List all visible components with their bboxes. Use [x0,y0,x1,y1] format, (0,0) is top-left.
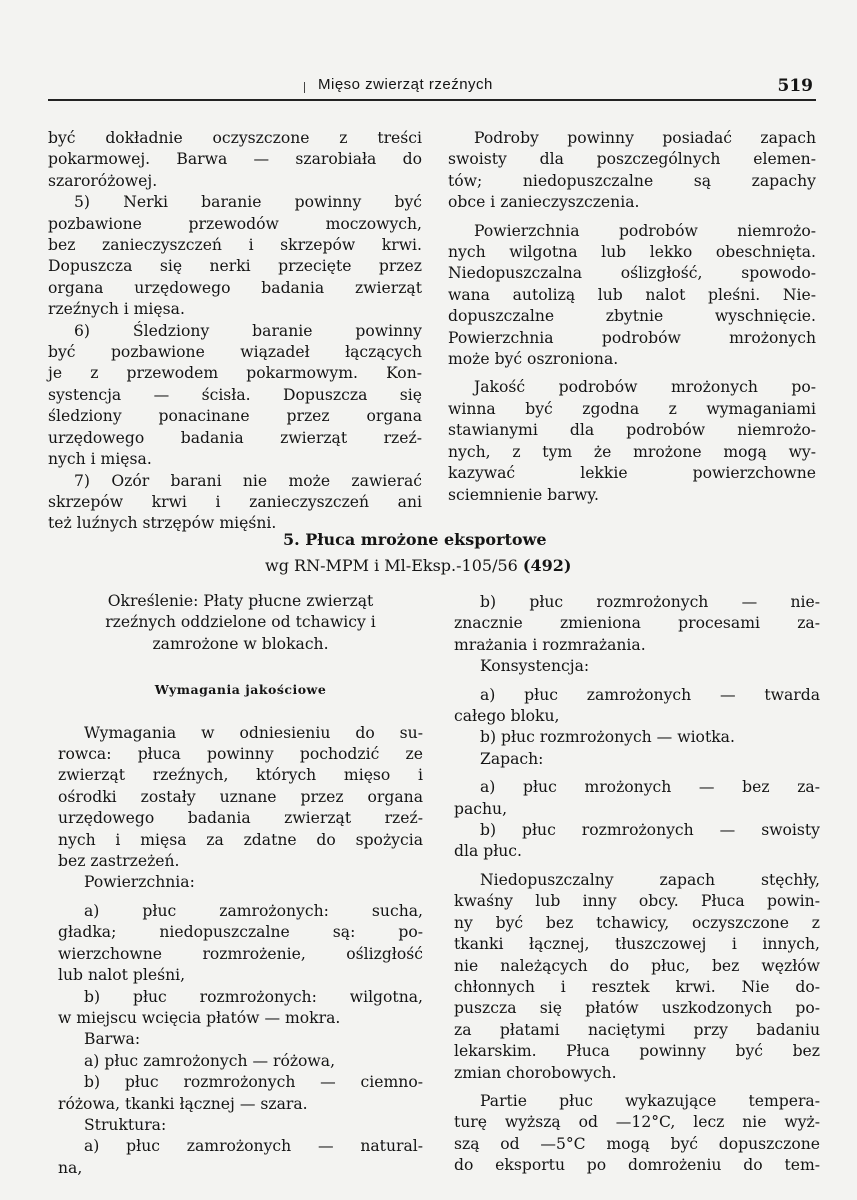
text-line: całego bloku, [454,707,560,726]
text-line: śledziony ponacinane przez organa [48,407,422,426]
text-line: a) płuc zamrożonych — natural- [84,1137,423,1156]
text-line: różowa, tkanki łącznej — szara. [58,1094,308,1113]
standard-reference: wg RN-MPM i Ml-Eksp.-105/56 [265,556,518,575]
text-line: organa urzędowego badania zwierząt [48,278,422,297]
text-line: a) płuc zamrożonych: sucha, [84,901,423,920]
bottom-right-column [454,592,820,1177]
text-line: je z przewodem pokarmowym. Kon- [48,364,422,383]
text-line: Podroby powinny posiadać zapach [474,129,816,147]
text-line: urzędowego badania zwierząt rzeź- [48,428,422,447]
text-line: dopuszczalne zbytnie wyschnięcie. [448,307,816,326]
text-line: ośrodki zostały uznane przez organa [58,787,423,806]
text-line: kwaśny lub inny obcy. Płuca powin- [454,892,820,911]
text-line: b) płuc rozmrożonych — ciemno- [84,1073,423,1092]
text-line: Partie płuc wykazujące tempera- [480,1091,820,1110]
page-number: 519 [777,76,813,96]
text-line: rowca: płuca powinny pochodzić ze [58,745,423,764]
section-subtitle [265,556,571,575]
definition-line: rzeźnych oddzielone od tchawicy i [105,613,376,632]
text-line: winna być zgodna z wymaganiami [448,399,816,418]
text-line: a) płuc zamrożonych — twarda [480,685,820,704]
text-line: nych i mięsa za zdatne do spożycia [58,830,423,849]
text-line: stawianymi dla podrobów niemrożo- [448,421,816,440]
text-line: obce i zanieczyszczenia. [448,193,640,212]
text-line: Powierzchnia podrobów niemrożo- [474,221,816,240]
text-line: tów; niedopuszczalne są zapachy [448,171,816,190]
definition-line: Określenie: Płaty płucne zwierząt [107,592,374,610]
text-line: Dopuszcza się nerki przecięte przez [48,257,422,276]
text-line: swoisty dla poszczególnych elemen- [448,150,816,169]
text-line: a) płuc mrożonych — bez za- [480,778,820,797]
text-line: skrzepów krwi i zanieczyszczeń ani [48,492,422,511]
text-line: gładka; niedopuszczalne są: po- [58,923,423,942]
text-line: szaroróżowej. [48,171,158,190]
text-line: mrażania i rozmrażania. [454,635,646,654]
bottom-left-column [58,591,423,1179]
text-line: wierzchowne rozmrożenie, oślizgłość [58,944,423,963]
text-line: Zapach: [480,749,544,768]
text-line: 5) Nerki baranie powinny być [74,193,422,212]
text-line: chłonnych i resztek krwi. Nie do- [454,977,820,996]
text-line: za płatami naciętymi przy badaniu [454,1020,820,1039]
text-line: dla płuc. [454,842,522,861]
text-line: Niedopuszczalny zapach stęchły, [480,870,820,889]
text-line: b) płuc rozmrożonych — swoisty [480,821,820,840]
text-line: pachu, [454,799,508,818]
text-line: być pozbawione wiązadeł łączących [48,343,422,362]
section-title: 5. Płuca mrożone eksportowe [283,530,547,549]
text-line: lekarskim. Płuca powinny być bez [454,1042,820,1061]
text-line: Struktura: [84,1115,167,1134]
text-line: do eksportu po domrożeniu do tem- [454,1156,820,1175]
header-rule [48,99,816,101]
text-line: Wymagania w odniesieniu do su- [84,723,423,742]
text-line: b) płuc rozmrożonych — wiotka. [480,728,735,747]
text-line: Powierzchnia: [84,873,195,892]
text-line: urzędowego badania zwierząt rzeź- [58,809,423,828]
top-left-column [48,128,422,535]
text-line: turę wyższą od —12°C, lecz nie wyż- [454,1113,820,1132]
text-line: pozbawione przewodów moczowych, [48,214,422,233]
text-line: nych wilgotna lub lekko obeschnięta. [448,243,816,262]
standard-number: (492) [522,556,572,575]
text-line: tkanki łącznej, tłuszczowej i innych, [454,935,820,954]
text-line: Barwa: [84,1030,141,1049]
running-header: Mięso zwierząt rzeźnych [318,76,493,93]
text-line: może być oszroniona. [448,350,619,369]
text-line: 7) Ozór barani nie może zawierać [74,471,422,490]
text-line: 6) Śledziony baranie powinny [74,321,422,340]
subheading: Wymagania jakościowe [154,682,327,698]
text-line: Powierzchnia podrobów mrożonych [448,328,816,347]
text-line: b) płuc rozmrożonych: wilgotna, [84,987,423,1006]
text-line: na, [58,1158,83,1177]
top-right-column [448,128,816,506]
text-line: Konsystencja: [480,657,590,676]
text-line: szą od —5°C mogą być dopuszczone [454,1134,820,1153]
text-line: znacznie zmieniona procesami za- [454,614,820,633]
text-line: bez zanieczyszczeń i skrzepów krwi. [48,236,422,255]
text-line: puszcza się płatów uszkodzonych po- [454,999,820,1018]
text-line: nie należących do płuc, bez węzłów [454,956,820,975]
text-line: w miejscu wcięcia płatów — mokra. [58,1008,341,1027]
text-line: bez zastrzeżeń. [58,852,180,871]
text-line: systencja — ścisła. Dopuszcza się [48,385,422,404]
definition-line: zamrożone w blokach. [152,634,329,653]
text-line: nych i mięsa. [48,450,152,469]
text-line: zwierząt rzeźnych, których mięso i [58,766,423,785]
text-line: być dokładnie oczyszczone z treści [48,129,422,147]
header-tick [304,82,305,93]
text-line: Niedopuszczalna oślizgłość, spowodo- [448,264,816,283]
text-line: pokarmowej. Barwa — szarobiała do [48,150,422,169]
text-line: wana autolizą lub nalot pleśni. Nie- [448,285,816,304]
text-line: a) płuc zamrożonych — różowa, [84,1051,336,1070]
text-line: Jakość podrobów mrożonych po- [474,378,816,397]
text-line: rzeźnych i mięsa. [48,300,185,319]
text-line: sciemnienie barwy. [448,485,599,504]
text-line: też luźnych strzępów mięśni. [48,514,277,533]
text-line: nych, z tym że mrożone mogą wy- [448,442,816,461]
text-line: zmian chorobowych. [454,1063,617,1082]
text-line: lub nalot pleśni, [58,966,186,985]
text-line: kazywać lekkie powierzchowne [448,464,816,483]
text-line: ny być bez tchawicy, oczyszczone z [454,913,820,932]
text-line: b) płuc rozmrożonych — nie- [480,593,820,611]
